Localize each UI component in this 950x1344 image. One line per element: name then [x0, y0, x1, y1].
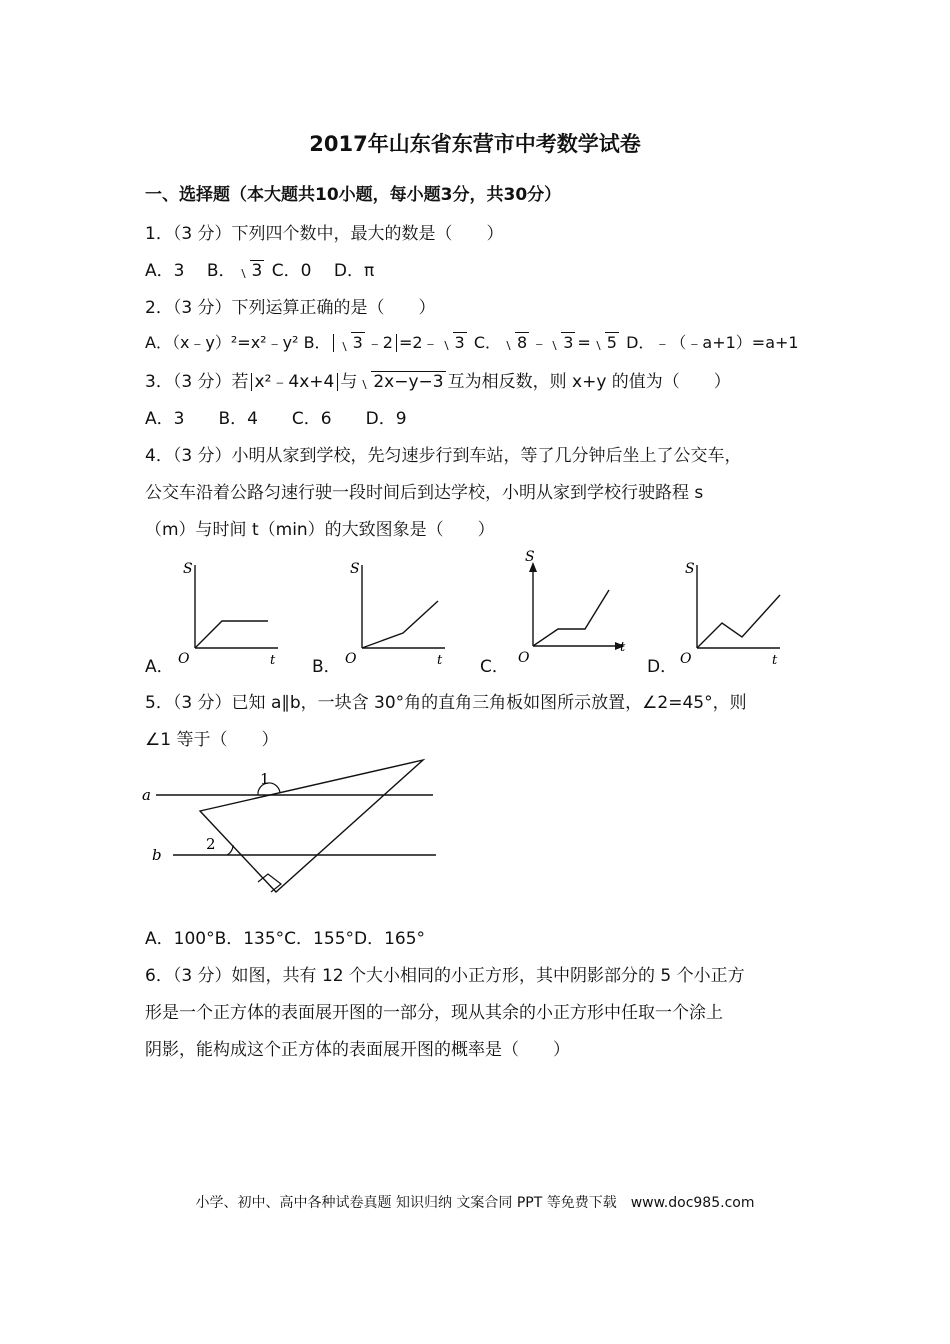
- q4-stem-line1: 4．（3 分）小明从家到学校，先匀速步行到车站，等了几分钟后坐上了公交车，: [145, 446, 742, 466]
- axis-s-label: S: [350, 561, 360, 577]
- page-footer: 小学、初中、高中各种试卷真题 知识归纳 文案合同 PPT 等免费下载 www.doc985.com: [195, 1195, 755, 1211]
- origin-label: O: [680, 651, 692, 667]
- q2-stem: 2．（3 分）下列运算正确的是（ ）: [145, 298, 436, 318]
- axis-s-label: S: [685, 561, 695, 577]
- q1-option-b: B． 3: [206, 261, 263, 281]
- axis-t-label: t: [270, 653, 276, 668]
- q1-option-a: A．3: [145, 261, 185, 281]
- abs-value-bars: 3 ﹣2: [333, 334, 397, 352]
- set-square: [200, 760, 423, 892]
- q1-stem: 1．（3 分）下列四个数中，最大的数是（ ）: [145, 224, 504, 244]
- origin-label: O: [345, 651, 357, 667]
- q4-option-a-label: A．: [145, 657, 174, 677]
- page-title: 2017年山东省东营市中考数学试卷: [309, 132, 641, 156]
- axis-s-label: S: [525, 549, 535, 565]
- q6-stem-line1: 6．（3 分）如图，共有 12 个大小相同的小正方形，其中阴影部分的 5 个小正方: [145, 966, 745, 986]
- q3-options: A．3 B．4 C．6 D．9: [145, 409, 407, 429]
- axis-t-label: t: [620, 640, 626, 655]
- label-a: a: [142, 786, 151, 804]
- sqrt-sign: 5: [593, 333, 619, 352]
- axis-t-label: t: [437, 653, 443, 668]
- q4-graph-b: [337, 555, 452, 670]
- abs-value-bars: x²﹣4x+4: [251, 373, 339, 391]
- sqrt-sign: 3: [238, 261, 265, 281]
- q3-stem: 3．（3 分）若 x²﹣4x+4 与 2x−y−3 互为相反数，则 x+y 的值为（ ）: [145, 372, 731, 392]
- q5-options: A．100°B．135°C．155°D．165°: [145, 929, 426, 949]
- q4-option-d-label: D．: [647, 657, 678, 677]
- q1-option-d: D．π: [333, 261, 375, 281]
- q5-stem-line1: 5．（3 分）已知 a∥b，一块含 30°角的直角三角板如图所示放置，∠2=45°，则: [145, 693, 747, 713]
- label-b: b: [152, 846, 162, 864]
- origin-label: O: [178, 651, 190, 667]
- q4-option-b-label: B．: [312, 657, 341, 677]
- q2-options: [145, 330, 799, 353]
- q6-stem-line3: 阴影，能构成这个正方体的表面展开图的概率是（ ）: [145, 1040, 570, 1060]
- sqrt-sign: 3: [549, 333, 575, 352]
- q5-stem-line2: ∠1 等于（ ）: [145, 730, 279, 750]
- sqrt-sign: 3: [339, 334, 365, 352]
- q2-option-d: D．﹣（﹣a+1）=a+1: [626, 333, 799, 352]
- section-heading: 一、选择题（本大题共10小题，每小题3分，共30分）: [145, 185, 562, 205]
- axis-s-label: S: [183, 561, 193, 577]
- q4-stem-line3: （m）与时间 t（min）的大致图象是（ ）: [145, 520, 495, 540]
- q2-option-b: B． 3 ﹣2 =2﹣ 3: [303, 333, 465, 352]
- q4-graph-d: [672, 555, 787, 670]
- q4-graph-a: [170, 555, 285, 670]
- q6-stem-line2: 形是一个正方体的表面展开图的一部分，现从其余的小正方形中任取一个涂上: [145, 1003, 723, 1023]
- q2-option-c: C． 8 ﹣ 3 = 5: [473, 333, 617, 352]
- sqrt-sign: 3: [441, 333, 467, 352]
- q4-stem-line2: 公交车沿着公路匀速行驶一段时间后到达学校，小明从家到学校行驶路程 s: [145, 483, 704, 503]
- angle-2-arc: [227, 845, 233, 855]
- label-angle-1: 1: [260, 770, 270, 788]
- q2-option-a: A．（x﹣y）²=x²﹣y²: [145, 333, 299, 352]
- q4-graph-c: [505, 548, 630, 670]
- sqrt-sign: 8: [503, 333, 529, 352]
- sqrt-sign: 2x−y−3: [359, 372, 445, 392]
- q1-option-c: C．0: [271, 261, 312, 281]
- origin-label: O: [518, 650, 530, 666]
- q5-triangle-figure: [138, 752, 443, 902]
- axis-t-label: t: [772, 653, 778, 668]
- label-angle-2: 2: [206, 835, 216, 853]
- q4-option-c-label: C．: [480, 657, 509, 677]
- q1-options: [145, 256, 374, 281]
